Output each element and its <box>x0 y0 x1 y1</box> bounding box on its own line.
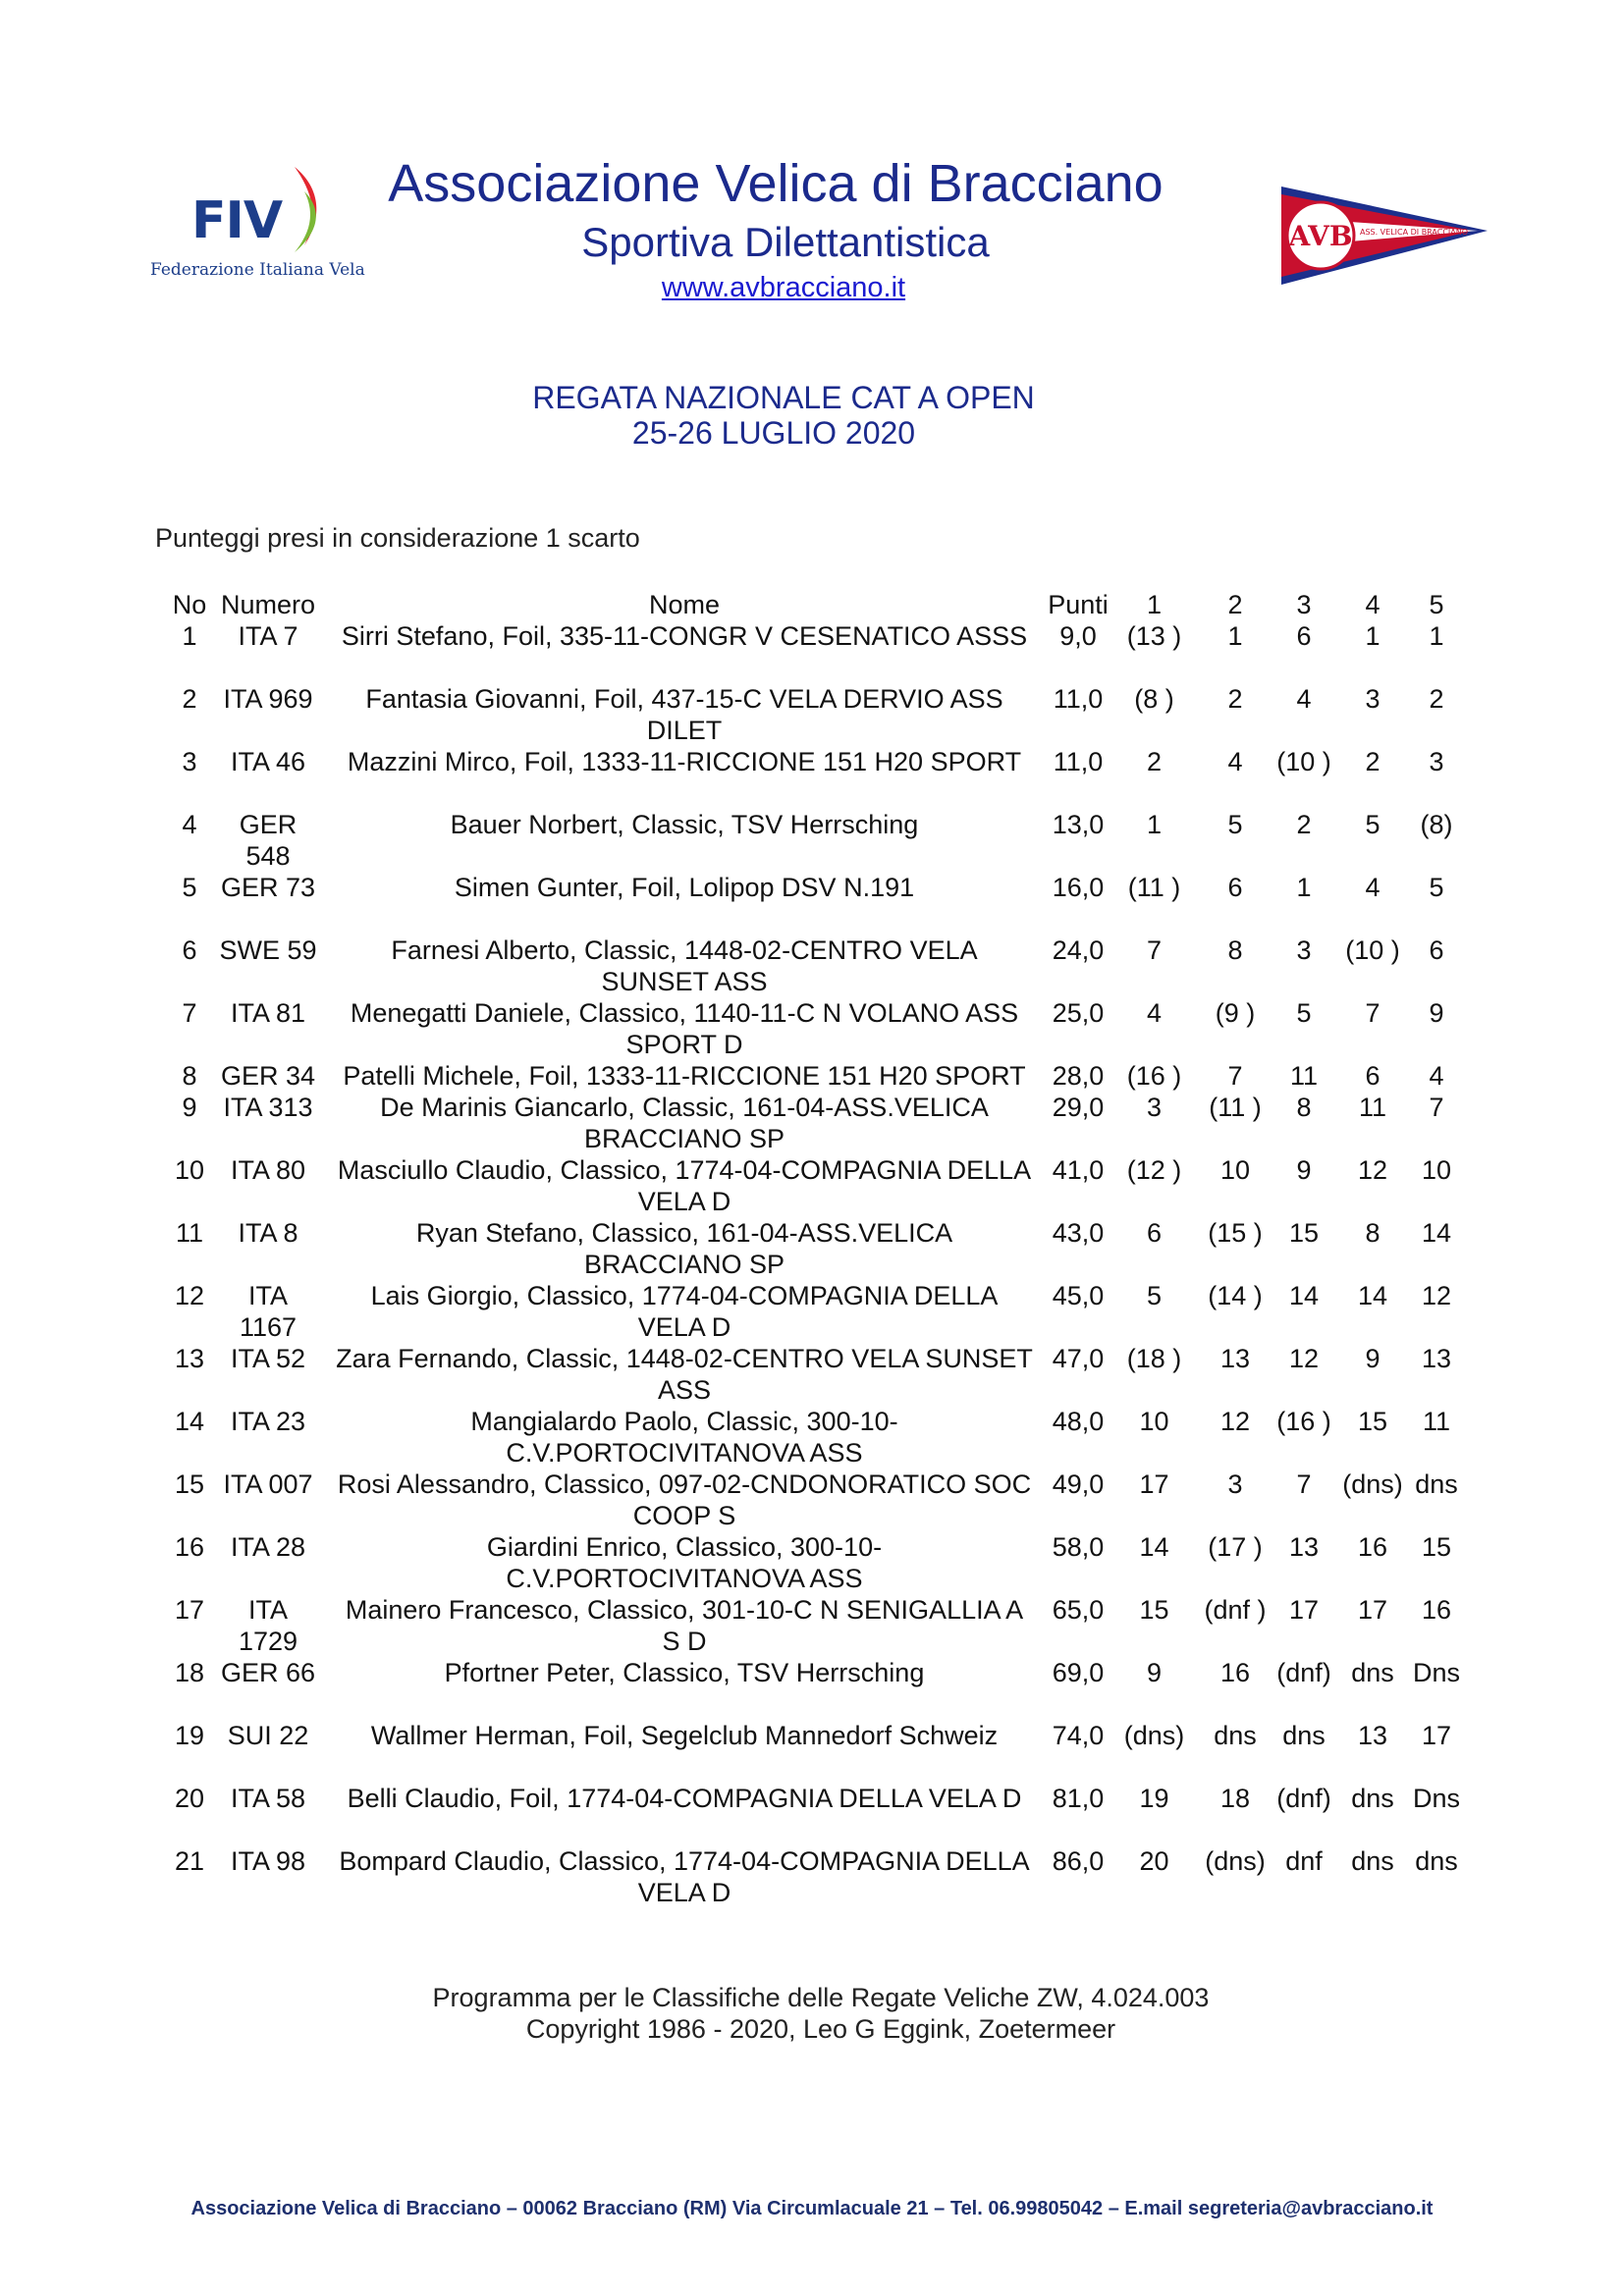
cell-line: De Marinis Giancarlo, Classic, 161-04-ASS.VELICA <box>380 1093 989 1122</box>
pennant-monogram: AVB <box>1288 220 1353 252</box>
cell-race-3: 14 <box>1288 1281 1320 1310</box>
cell-nome <box>320 1060 1049 1092</box>
cell-race-2: (11 ) <box>1209 1093 1262 1122</box>
cell-race-3: (dnf) <box>1276 1784 1331 1813</box>
cell-line: Rosi Alessandro, Classico, 097-02-CNDONORATICO SOC <box>337 1469 1032 1499</box>
cell-line: S D <box>662 1627 707 1656</box>
cell-line: ITA 81 <box>230 998 306 1028</box>
cell-race-4: 4 <box>1365 873 1380 902</box>
cell-punti: 28,0 <box>1052 1061 1105 1091</box>
cell-punti: 9,0 <box>1059 621 1097 651</box>
cell-nome <box>320 1594 1049 1657</box>
pennant-text: ASS. VELICA DI BRACCIANO <box>1359 228 1469 237</box>
cell-race-5: 4 <box>1429 1061 1444 1091</box>
cell-nome <box>320 1657 1049 1688</box>
cell-numero <box>214 1720 322 1751</box>
cell-line: VELA D <box>637 1187 731 1216</box>
cell-numero <box>214 620 322 652</box>
cell-race-1: (18 ) <box>1126 1344 1182 1373</box>
cell-race-4: 2 <box>1365 747 1380 776</box>
cell-numero <box>214 1060 322 1092</box>
cell-race-4: 13 <box>1357 1721 1388 1750</box>
cell-line: ITA 7 <box>238 621 298 651</box>
cell-punti: 65,0 <box>1052 1595 1105 1625</box>
cell-no: 20 <box>174 1784 205 1813</box>
cell-numero <box>214 1594 322 1657</box>
cell-nome <box>320 872 1049 903</box>
cell-race-4: 17 <box>1357 1595 1388 1625</box>
fiv-letters: FIV <box>191 191 283 250</box>
cell-race-1: 10 <box>1139 1407 1169 1436</box>
cell-nome <box>320 1092 1049 1154</box>
cell-race-3: dnf <box>1285 1846 1323 1876</box>
cell-race-2: (9 ) <box>1215 998 1256 1028</box>
cell-nome <box>320 1406 1049 1468</box>
cell-no: 19 <box>174 1721 205 1750</box>
cell-race-1: 1 <box>1146 810 1163 839</box>
cell-numero <box>214 1783 322 1814</box>
cell-numero <box>214 746 322 777</box>
org-title: Associazione Velica di Bracciano <box>388 154 1164 213</box>
cell-race-4: 14 <box>1357 1281 1388 1310</box>
cell-race-4: dns <box>1351 1658 1394 1687</box>
cell-race-4: 1 <box>1365 621 1380 651</box>
cell-line: GER 66 <box>220 1658 316 1687</box>
cell-race-3: 4 <box>1296 684 1312 714</box>
cell-race-5: 12 <box>1421 1281 1452 1310</box>
col-race-4: 4 <box>1365 590 1380 619</box>
cell-race-3: dns <box>1282 1721 1326 1750</box>
cell-line: VELA D <box>637 1312 731 1342</box>
cell-no: 2 <box>182 684 197 714</box>
col-race-1: 1 <box>1146 590 1163 619</box>
cell-line: ITA 52 <box>230 1344 306 1373</box>
cell-line: Zara Fernando, Classic, 1448-02-CENTRO VELA SUNSET <box>336 1344 1033 1373</box>
col-nome: Nome <box>648 590 721 619</box>
cell-race-1: 2 <box>1146 747 1163 776</box>
cell-nome <box>320 1154 1049 1217</box>
cell-nome <box>320 934 1049 997</box>
cell-race-1: 3 <box>1146 1093 1163 1122</box>
cell-line: SUI 22 <box>227 1721 309 1750</box>
cell-line: ITA 98 <box>230 1846 306 1876</box>
cell-numero <box>214 1217 322 1249</box>
cell-nome <box>320 809 1049 840</box>
cell-line: Fantasia Giovanni, Foil, 437-15-C VELA DERVIO ASS <box>365 684 1003 714</box>
cell-race-2: 18 <box>1219 1784 1251 1813</box>
cell-race-2: 1 <box>1227 621 1243 651</box>
cell-race-4: 7 <box>1365 998 1380 1028</box>
cell-race-2: (dns) <box>1205 1846 1266 1876</box>
cell-race-3: (dnf) <box>1276 1658 1331 1687</box>
cell-race-5: 2 <box>1429 684 1444 714</box>
table-row <box>165 1092 1451 1154</box>
cell-nome <box>320 1468 1049 1531</box>
cell-line: Ryan Stefano, Classico, 161-04-ASS.VELICA <box>415 1218 953 1248</box>
cell-numero <box>214 1280 322 1343</box>
cell-race-1: 4 <box>1146 998 1163 1028</box>
cell-race-1: (16 ) <box>1126 1061 1182 1091</box>
cell-line: DILET <box>646 716 723 745</box>
cell-race-2: (dnf ) <box>1204 1595 1267 1625</box>
cell-no: 11 <box>175 1218 204 1248</box>
cell-race-3: 3 <box>1296 935 1312 965</box>
cell-no: 5 <box>182 873 197 902</box>
table-row <box>165 1657 1460 1720</box>
cell-no: 16 <box>174 1532 205 1562</box>
cell-line: Pfortner Peter, Classico, TSV Herrsching <box>444 1658 925 1687</box>
cell-nome <box>320 1720 1049 1751</box>
cell-race-5: dns <box>1415 1846 1458 1876</box>
cell-line: Wallmer Herman, Foil, Segelclub Mannedorf Schweiz <box>370 1721 999 1750</box>
cell-line: SWE 59 <box>219 935 317 965</box>
cell-line: Menegatti Daniele, Classico, 1140-11-C N VOLANO ASS <box>350 998 1019 1028</box>
cell-race-2: (15 ) <box>1208 1218 1263 1248</box>
cell-numero <box>214 1406 322 1437</box>
cell-line: VELA D <box>637 1878 731 1907</box>
results-table <box>165 589 1460 1908</box>
cell-line: GER <box>239 810 298 839</box>
cell-line: C.V.PORTOCIVITANOVA ASS <box>506 1564 863 1593</box>
cell-punti: 41,0 <box>1052 1155 1105 1185</box>
col-race-5: 5 <box>1429 590 1444 619</box>
cell-race-4: 15 <box>1357 1407 1388 1436</box>
cell-race-5: Dns <box>1412 1658 1460 1687</box>
cell-line: Farnesi Alberto, Classic, 1448-02-CENTRO VELA <box>391 935 978 965</box>
cell-race-1: (13 ) <box>1126 621 1182 651</box>
cell-nome <box>320 1783 1049 1814</box>
cell-race-5: 6 <box>1429 935 1444 965</box>
table-row <box>165 1217 1451 1280</box>
cell-race-3: (10 ) <box>1276 747 1331 776</box>
cell-race-2: 8 <box>1227 935 1243 965</box>
cell-nome <box>320 1845 1049 1908</box>
cell-race-1: 14 <box>1139 1532 1169 1562</box>
cell-line: ITA 969 <box>223 684 313 714</box>
cell-no: 12 <box>174 1281 205 1310</box>
cell-race-3: 2 <box>1296 810 1312 839</box>
cell-race-4: 5 <box>1365 810 1380 839</box>
cell-numero <box>214 872 322 903</box>
cell-race-5: 10 <box>1421 1155 1452 1185</box>
cell-race-4: dns <box>1351 1784 1394 1813</box>
table-row <box>165 1406 1451 1468</box>
event-title: REGATA NAZIONALE CAT A OPEN <box>532 380 1035 415</box>
col-race-3: 3 <box>1296 590 1312 619</box>
cell-no: 17 <box>174 1595 205 1625</box>
cell-race-2: 13 <box>1219 1344 1251 1373</box>
cell-nome <box>320 1531 1049 1594</box>
cell-no: 8 <box>182 1061 197 1091</box>
cell-line: ITA 80 <box>230 1155 306 1185</box>
cell-nome <box>320 1343 1049 1406</box>
cell-race-3: 11 <box>1289 1061 1319 1091</box>
cell-race-3: 15 <box>1288 1218 1320 1248</box>
cell-no: 21 <box>174 1846 205 1876</box>
cell-punti: 58,0 <box>1052 1532 1105 1562</box>
cell-no: 6 <box>182 935 197 965</box>
cell-punti: 43,0 <box>1052 1218 1105 1248</box>
cell-race-5: dns <box>1415 1469 1458 1499</box>
program-line-2: Copyright 1986 - 2020, Leo G Eggink, Zoetermeer <box>525 2014 1116 2044</box>
cell-no: 4 <box>182 810 197 839</box>
cell-race-3: 5 <box>1296 998 1312 1028</box>
cell-race-2: 16 <box>1219 1658 1251 1687</box>
cell-nome <box>320 746 1049 777</box>
cell-punti: 29,0 <box>1052 1093 1105 1122</box>
cell-line: ITA 58 <box>230 1784 306 1813</box>
cell-race-5: 9 <box>1429 998 1444 1028</box>
cell-race-3: 8 <box>1296 1093 1312 1122</box>
cell-line: ITA <box>248 1595 288 1625</box>
cell-race-3: (16 ) <box>1276 1407 1331 1436</box>
cell-race-2: 3 <box>1227 1469 1243 1499</box>
cell-line: GER 73 <box>220 873 316 902</box>
cell-race-4: 12 <box>1357 1155 1388 1185</box>
cell-numero <box>214 1343 322 1374</box>
cell-no: 1 <box>182 621 197 651</box>
cell-no: 14 <box>174 1407 205 1436</box>
cell-line: SUNSET ASS <box>601 967 768 996</box>
cell-race-5: 7 <box>1429 1093 1444 1122</box>
cell-line: ASS <box>657 1375 712 1405</box>
table-row <box>165 1531 1451 1594</box>
col-punti: Punti <box>1048 590 1109 619</box>
cell-numero <box>214 1154 322 1186</box>
cell-race-5: 17 <box>1421 1721 1452 1750</box>
footer-contact: Associazione Velica di Bracciano – 00062 Bracciano (RM) Via Circumlacuale 21 – Tel. 06.99805042 – E.mail segreteria@avbracciano.it <box>190 2198 1434 2219</box>
cell-nome <box>320 1280 1049 1343</box>
cell-line: COOP S <box>632 1501 736 1530</box>
cell-line: Bompard Claudio, Classico, 1774-04-COMPAGNIA DELLA <box>339 1846 1030 1876</box>
cell-race-4: 6 <box>1365 1061 1380 1091</box>
cell-no: 18 <box>174 1658 205 1687</box>
cell-no: 9 <box>182 1093 197 1122</box>
table-row <box>165 809 1451 872</box>
cell-numero <box>214 1092 322 1123</box>
cell-race-2: 6 <box>1227 873 1243 902</box>
cell-line: Giardini Enrico, Classico, 300-10- <box>486 1532 883 1562</box>
cell-punti: 11,0 <box>1053 684 1104 714</box>
table-row <box>165 1845 1458 1908</box>
cell-line: Simen Gunter, Foil, Lolipop DSV N.191 <box>454 873 915 902</box>
cell-no: 3 <box>182 747 197 776</box>
cell-race-3: 7 <box>1296 1469 1312 1499</box>
cell-line: BRACCIANO SP <box>583 1250 785 1279</box>
cell-line: ITA 28 <box>230 1532 306 1562</box>
cell-race-3: 17 <box>1288 1595 1320 1625</box>
cell-nome <box>320 620 1049 652</box>
table-row <box>165 934 1451 997</box>
cell-line: Belli Claudio, Foil, 1774-04-COMPAGNIA DELLA VELA D <box>347 1784 1022 1813</box>
cell-race-5: 3 <box>1429 747 1444 776</box>
col-numero: Numero <box>220 590 316 619</box>
cell-nome <box>320 997 1049 1060</box>
cell-punti: 45,0 <box>1052 1281 1105 1310</box>
cell-race-1: 5 <box>1146 1281 1163 1310</box>
cell-race-1: 20 <box>1139 1846 1169 1876</box>
cell-race-3: 1 <box>1296 873 1312 902</box>
cell-race-4: dns <box>1351 1846 1394 1876</box>
cell-race-1: 7 <box>1146 935 1163 965</box>
cell-numero <box>214 1531 322 1563</box>
table-row <box>165 1720 1451 1783</box>
cell-line: Lais Giorgio, Classico, 1774-04-COMPAGNIA DELLA <box>370 1281 999 1310</box>
cell-race-5: 14 <box>1421 1218 1452 1248</box>
cell-race-2: 7 <box>1227 1061 1243 1091</box>
table-row <box>165 1154 1451 1217</box>
cell-race-5: 1 <box>1429 621 1444 651</box>
cell-race-2: 2 <box>1227 684 1243 714</box>
cell-race-2: dns <box>1214 1721 1257 1750</box>
table-row <box>165 1060 1451 1092</box>
table-row <box>165 620 1451 683</box>
website-link[interactable]: www.avbracciano.it <box>661 272 906 303</box>
cell-race-5: Dns <box>1412 1784 1460 1813</box>
cell-line: SPORT D <box>625 1030 743 1059</box>
cell-line: Mangialardo Paolo, Classic, 300-10- <box>470 1407 898 1436</box>
cell-race-5: 5 <box>1429 873 1444 902</box>
cell-race-1: 19 <box>1139 1784 1169 1813</box>
cell-race-4: 3 <box>1365 684 1380 714</box>
table-row <box>165 1468 1458 1531</box>
org-subtitle: Sportiva Dilettantistica <box>581 219 990 265</box>
cell-race-4: 11 <box>1358 1093 1387 1122</box>
table-row <box>165 1343 1451 1406</box>
cell-line: Masciullo Claudio, Classico, 1774-04-COMPAGNIA DELLA <box>337 1155 1032 1185</box>
cell-no: 13 <box>174 1344 205 1373</box>
event-dates: 25-26 LUGLIO 2020 <box>631 415 916 451</box>
cell-line: BRACCIANO SP <box>583 1124 785 1153</box>
cell-punti: 25,0 <box>1052 998 1105 1028</box>
cell-race-2: 4 <box>1227 747 1243 776</box>
cell-punti: 24,0 <box>1052 935 1105 965</box>
cell-race-2: 5 <box>1227 810 1243 839</box>
cell-race-3: 12 <box>1288 1344 1320 1373</box>
cell-numero <box>214 683 322 715</box>
cell-race-2: 12 <box>1219 1407 1251 1436</box>
cell-line: ITA 46 <box>230 747 306 776</box>
cell-punti: 11,0 <box>1053 747 1104 776</box>
table-row <box>165 872 1451 934</box>
cell-no: 7 <box>182 998 197 1028</box>
cell-numero <box>214 809 322 872</box>
cell-race-5: 11 <box>1422 1407 1451 1436</box>
cell-punti: 74,0 <box>1052 1721 1105 1750</box>
cell-race-1: (dns) <box>1123 1721 1185 1750</box>
cell-line: Bauer Norbert, Classic, TSV Herrsching <box>450 810 919 839</box>
cell-line: C.V.PORTOCIVITANOVA ASS <box>506 1438 863 1468</box>
cell-punti: 48,0 <box>1052 1407 1105 1436</box>
cell-punti: 69,0 <box>1052 1658 1105 1687</box>
cell-race-4: (dns) <box>1342 1469 1403 1499</box>
cell-punti: 47,0 <box>1052 1344 1105 1373</box>
cell-race-3: 9 <box>1296 1155 1312 1185</box>
cell-line: Mainero Francesco, Classico, 301-10-C N SENIGALLIA A <box>345 1595 1024 1625</box>
cell-numero <box>214 1657 322 1688</box>
cell-race-5: 15 <box>1421 1532 1452 1562</box>
cell-line: ITA 8 <box>238 1218 298 1248</box>
cell-numero <box>214 1845 322 1877</box>
cell-race-5: (8) <box>1420 810 1453 839</box>
col-no: No <box>172 590 207 619</box>
cell-line: GER 34 <box>220 1061 316 1091</box>
cell-race-1: 17 <box>1139 1469 1169 1499</box>
cell-line: 1167 <box>239 1312 298 1342</box>
table-row <box>165 1280 1451 1343</box>
table-row <box>165 683 1451 746</box>
avb-pennant-icon <box>1281 187 1488 285</box>
cell-no: 15 <box>174 1469 205 1499</box>
cell-race-1: (11 ) <box>1127 873 1181 902</box>
cell-race-1: (12 ) <box>1126 1155 1182 1185</box>
cell-line: Sirri Stefano, Foil, 335-11-CONGR V CESENATICO ASSS <box>341 621 1028 651</box>
cell-race-1: 15 <box>1139 1595 1169 1625</box>
cell-line: ITA 313 <box>223 1093 313 1122</box>
cell-numero <box>214 997 322 1029</box>
cell-line: 1729 <box>238 1627 298 1656</box>
table-row <box>165 997 1451 1060</box>
cell-race-4: 16 <box>1357 1532 1388 1562</box>
cell-line: 548 <box>245 841 291 871</box>
cell-race-3: 13 <box>1288 1532 1320 1562</box>
table-row <box>165 1594 1451 1657</box>
cell-race-5: 16 <box>1421 1595 1452 1625</box>
cell-line: ITA <box>248 1281 288 1310</box>
table-row <box>165 746 1451 809</box>
scarto-note: Punteggi presi in considerazione 1 scarto <box>155 523 640 553</box>
cell-line: ITA 23 <box>230 1407 306 1436</box>
table-row <box>165 1783 1460 1845</box>
program-line-1: Programma per le Classifiche delle Regate Veliche ZW, 4.024.003 <box>432 1983 1210 2012</box>
cell-race-2: (14 ) <box>1208 1281 1263 1310</box>
cell-race-2: 10 <box>1219 1155 1251 1185</box>
cell-nome <box>320 683 1049 746</box>
cell-punti: 86,0 <box>1052 1846 1105 1876</box>
cell-race-5: 13 <box>1421 1344 1452 1373</box>
cell-punti: 49,0 <box>1052 1469 1105 1499</box>
cell-race-1: 6 <box>1146 1218 1163 1248</box>
cell-race-4: (10 ) <box>1345 935 1400 965</box>
cell-race-4: 9 <box>1365 1344 1380 1373</box>
cell-numero <box>214 934 322 966</box>
cell-punti: 81,0 <box>1052 1784 1105 1813</box>
cell-line: Mazzini Mirco, Foil, 1333-11-RICCIONE 151 H20 SPORT <box>347 747 1022 776</box>
cell-race-1: (8 ) <box>1134 684 1174 714</box>
cell-line: Patelli Michele, Foil, 1333-11-RICCIONE 151 H20 SPORT <box>343 1061 1026 1091</box>
cell-numero <box>214 1468 322 1500</box>
cell-race-2: (17 ) <box>1208 1532 1263 1562</box>
cell-nome <box>320 1217 1049 1280</box>
cell-no: 10 <box>174 1155 205 1185</box>
cell-punti: 13,0 <box>1052 810 1105 839</box>
table-header <box>165 589 1451 620</box>
cell-line: ITA 007 <box>223 1469 313 1499</box>
cell-race-4: 8 <box>1365 1218 1380 1248</box>
cell-punti: 16,0 <box>1052 873 1105 902</box>
fiv-caption: Federazione Italiana Vela <box>150 260 365 280</box>
cell-race-1: 9 <box>1146 1658 1163 1687</box>
col-race-2: 2 <box>1227 590 1243 619</box>
cell-race-3: 6 <box>1296 621 1312 651</box>
